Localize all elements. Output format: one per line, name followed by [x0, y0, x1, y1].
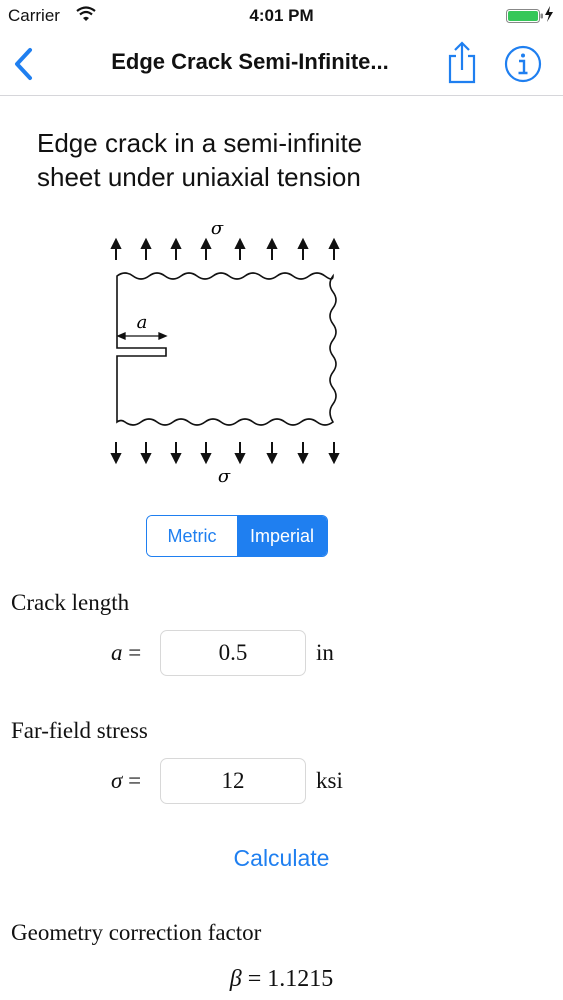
result-equals: = [247, 966, 262, 992]
share-icon [444, 40, 480, 84]
geometry-correction-factor-result [0, 966, 563, 993]
crack-length-label: Crack length [11, 590, 130, 615]
info-icon [503, 44, 543, 84]
chevron-left-icon [13, 47, 33, 81]
far-field-stress-equation [111, 768, 141, 794]
top-stress-symbol: σ [210, 218, 224, 239]
back-button[interactable] [6, 44, 40, 84]
crack-length-unit: in [316, 640, 334, 665]
metric-segment[interactable]: Metric [147, 516, 237, 556]
clock: 4:01 PM [249, 6, 314, 25]
top-load-arrows [112, 240, 338, 260]
result-value: 1.1215 [267, 966, 334, 992]
crack-length-symbol-label: a [111, 640, 123, 665]
edge-crack-diagram [100, 210, 360, 495]
crack-length-symbol: a [136, 312, 148, 333]
problem-heading [37, 126, 537, 194]
units-segmented-control [146, 515, 328, 557]
crack-length-input[interactable] [160, 630, 306, 676]
bottom-load-arrows [112, 442, 338, 462]
share-button[interactable] [444, 40, 480, 84]
battery-icon [506, 9, 544, 28]
far-field-stress-equals: = [128, 768, 142, 793]
bottom-stress-symbol: σ [217, 466, 231, 487]
heading-line-1: Edge crack in a semi-infinite [37, 128, 363, 158]
heading-line-2: sheet under uniaxial tension [37, 162, 361, 192]
far-field-stress-label: Far-field stress [11, 718, 148, 743]
calculate-button[interactable]: Calculate [233, 845, 330, 871]
crack-length-equals: = [128, 640, 142, 665]
far-field-stress-unit: ksi [316, 768, 343, 793]
crack-length-equation [111, 640, 141, 666]
far-field-stress-symbol-label: σ [111, 768, 123, 793]
carrier-label: Carrier [8, 6, 60, 25]
status-bar [0, 0, 563, 30]
imperial-segment[interactable]: Imperial [237, 516, 327, 556]
result-symbol: β [229, 966, 242, 992]
sheet-outline [117, 273, 336, 425]
geometry-correction-factor-label: Geometry correction factor [11, 920, 262, 945]
crack-dimension-arrow [118, 333, 166, 339]
info-button[interactable] [503, 44, 543, 84]
nav-title: Edge Crack Semi-Infinite... [111, 49, 389, 74]
charging-bolt-icon [544, 6, 554, 27]
far-field-stress-input[interactable] [160, 758, 306, 804]
navigation-bar [0, 30, 563, 96]
